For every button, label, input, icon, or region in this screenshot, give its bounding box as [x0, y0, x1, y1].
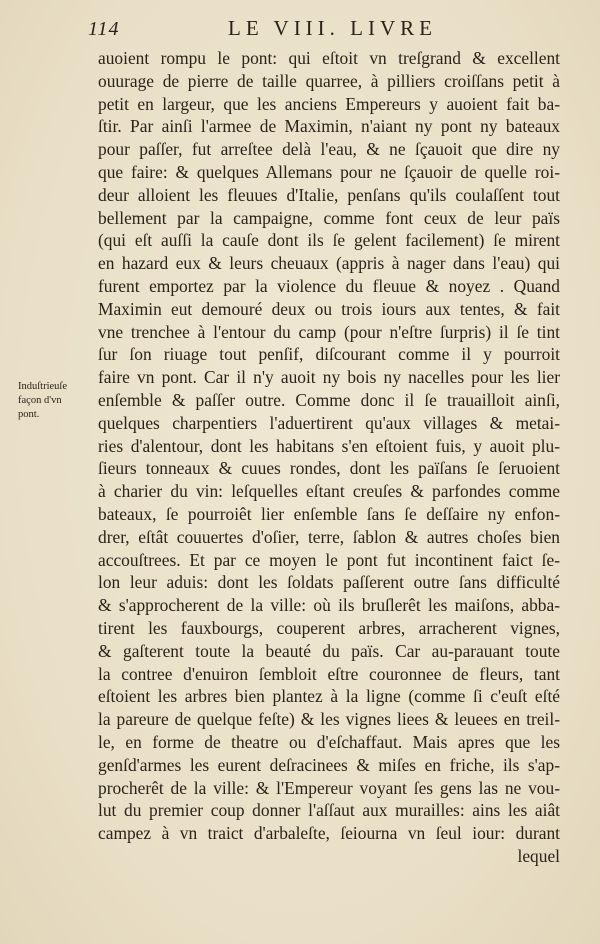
text-line: ſur ſon riuage tout penſif, diſcourant comme il y pourroit — [98, 344, 560, 365]
text-line: petit en largeur, que les anciens Empereurs y auoient fait ba- — [98, 93, 560, 114]
text-line: quelques charpentiers l'aduertirent qu'aux villages & metai- — [98, 412, 560, 433]
margin-note-line: pont. — [18, 409, 40, 420]
text-line: ries d'alentour, dont les habitans s'en eſtoient fuis, y auoit plu- — [98, 435, 560, 456]
text-line: vne trenchee à l'entour du camp (pour n'eſtre ſurpris) il ſe tint — [98, 321, 560, 342]
text-line: à charier du vin: leſquelles eſtant creuſes & parfondes comme — [98, 481, 560, 502]
text-line: la pareure de quelque feſte) & les vignes liees & leuees en treil- — [98, 709, 560, 730]
text-line: ouurage de pierre de taille quarree, à pilliers croiſſans petit à — [98, 70, 560, 91]
margin-note-line: façon d'vn — [18, 395, 62, 406]
text-line: Maximin eut demouré deux ou trois iours aux tentes, & fait — [98, 298, 560, 319]
catchword: lequel — [517, 845, 560, 866]
running-title: LE VIII. LIVRE — [228, 16, 437, 40]
text-line: procherêt de la ville: & l'Empereur voyant ſes gens las ne vou- — [98, 777, 560, 798]
text-line: ſieurs tonneaux & cuues rondes, dont les païſans ſe ſeruoient — [98, 458, 560, 479]
text-line: que faire: & quelques Allemans pour ne ſçauoir de quelle roi- — [98, 161, 560, 182]
text-line: furent emportez par la violence du fleuue & noyez . Quand — [98, 275, 560, 296]
text-line: pour paſſer, fut arreſtee delà l'eau, & ne ſçauoit que dire ny — [98, 139, 560, 160]
text-line: le, en forme de theatre ou d'eſchaffaut. Mais apres que les — [98, 731, 560, 752]
main-text-block — [98, 47, 560, 868]
text-line: drer, eſtât couuertes d'oſier, terre, ſablon & autres choſes bien — [98, 526, 560, 547]
text-line: bellement par la campaigne, comme font ceux de leur païs — [98, 207, 560, 228]
text-line: auoient rompu le pont: qui eſtoit vn treſgrand & excellent — [98, 48, 560, 68]
text-line: lut du premier coup donner l'aſſaut aux murailles: ains les aiât — [98, 800, 560, 821]
text-line: campez à vn traict d'arbaleſte, ſeiourna vn ſeul iour: durant — [98, 823, 560, 844]
text-line: tirent les fauxbourgs, couperent arbres, arracherent vignes, — [98, 617, 560, 638]
text-line: enſemble & paſſer outre. Comme donc il ſe trauailloit ainſi, — [98, 389, 560, 410]
text-line: lon leur aduis: dont les ſoldats paſſerent outre ſans difficulté — [98, 572, 560, 593]
text-line: bateaux, ſe pourroiêt lier enſemble ſans ſe deſſaire ny enfon- — [98, 503, 560, 524]
text-line: & s'approcherent de la ville: où ils bruſlerêt les maiſons, abba- — [98, 595, 560, 616]
text-line: en hazard eux & leurs cheuaux (appris à nager dans l'eau) qui — [98, 253, 560, 274]
text-line: (qui eſt auſſi la cauſe dont ils ſe gelent facilement) ſe mirent — [98, 230, 560, 251]
text-line: genſd'armes les eurent deſracinees & miſes en friche, ils s'ap- — [98, 754, 560, 775]
text-line: la contree d'enuiron ſembloit eſtre couronnee de fleurs, tant — [98, 663, 560, 684]
text-line: faire vn pont. Car il n'y auoit ny bois ny nacelles pour les lier — [98, 367, 560, 388]
margin-note-line: Induſtrieuſe — [18, 381, 67, 392]
page-header — [88, 14, 518, 44]
text-line: ſtir. Par ainſi l'armee de Maximin, n'aiant ny pont ny bateaux — [98, 116, 560, 137]
text-line: & gaſterent toute la beauté du païs. Car au-parauant toute — [98, 640, 560, 661]
text-line: accouſtrees. Et par ce moyen le pont fut incontinent faict ſe- — [98, 549, 560, 570]
margin-note — [18, 380, 98, 422]
page-number: 114 — [88, 18, 120, 40]
text-line: deur alloient les fleuues d'Italie, penſans qu'ils coulaſſent tout — [98, 184, 560, 205]
text-line: eſtoient les arbres bien plantez à la ligne (comme ſi c'euſt eſté — [98, 686, 560, 707]
